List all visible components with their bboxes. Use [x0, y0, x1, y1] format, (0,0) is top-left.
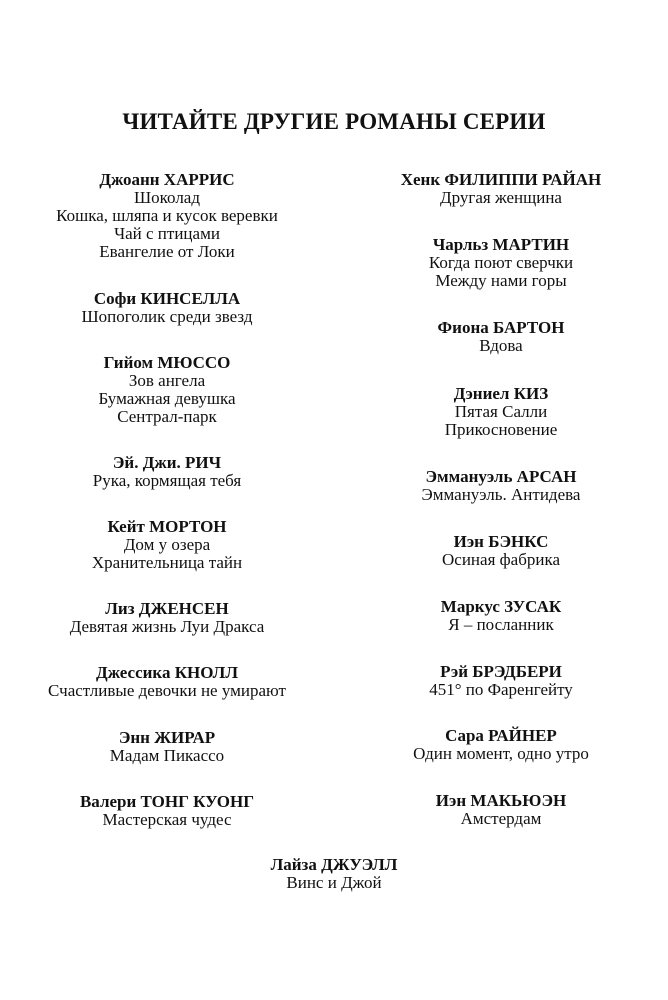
- book-title: Вдова: [479, 336, 523, 355]
- author-name: Рэй БРЭДБЕРИ: [440, 662, 562, 681]
- book-title: Осиная фабрика: [442, 550, 560, 569]
- book-entry: [334, 792, 668, 828]
- author-name: Джоанн ХАРРИС: [99, 170, 235, 189]
- author-name: Иэн БЭНКС: [453, 532, 549, 551]
- book-title: Один момент, одно утро: [413, 744, 589, 763]
- book-entry: [0, 856, 668, 892]
- author-name: Эммануэль АРСАН: [425, 467, 577, 486]
- author-name: Валери ТОНГ КУОНГ: [79, 792, 255, 811]
- author-name: Кейт МОРТОН: [107, 517, 227, 536]
- author-name: Фиона БАРТОН: [437, 318, 565, 337]
- book-entry: [334, 385, 668, 439]
- book-title: Когда поют сверчки: [428, 253, 574, 272]
- book-entry: [0, 518, 334, 572]
- book-title: Бумажная девушка: [98, 389, 236, 408]
- book-title: Счастливые девочки не умирают: [48, 681, 286, 700]
- author-name: Софи КИНСЕЛЛА: [93, 289, 241, 308]
- author-name: Иэн МАКЬЮЭН: [435, 791, 567, 810]
- book-title: Между нами горы: [435, 271, 567, 290]
- book-entry: [0, 454, 334, 490]
- author-name: Эй. Джи. РИЧ: [112, 453, 222, 472]
- book-title: Сентрал-парк: [117, 407, 217, 426]
- book-title: Девятая жизнь Луи Дракса: [69, 617, 265, 636]
- author-name: Энн ЖИРАР: [118, 728, 216, 747]
- book-entry: [334, 663, 668, 699]
- page-title: ЧИТАЙТЕ ДРУГИЕ РОМАНЫ СЕРИИ: [122, 109, 546, 134]
- book-entry: [334, 171, 668, 207]
- author-name: Гийом МЮССО: [103, 353, 231, 372]
- book-title: Амстердам: [460, 809, 542, 828]
- book-title: Мастерская чудес: [102, 810, 232, 829]
- author-name: Сара РАЙНЕР: [445, 726, 557, 745]
- book-title: 451° по Фаренгейту: [429, 680, 573, 699]
- book-entry: [0, 664, 334, 700]
- book-entry: [0, 793, 334, 829]
- book-title: Евангелие от Локи: [99, 242, 235, 261]
- book-title: Прикосновение: [444, 420, 558, 439]
- author-name: Джессика КНОЛЛ: [96, 663, 238, 682]
- book-title: Шоколад: [134, 188, 200, 207]
- book-entry: [334, 533, 668, 569]
- author-name: Лайза ДЖУЭЛЛ: [270, 855, 398, 874]
- book-entry: [0, 600, 334, 636]
- book-title: Винс и Джой: [286, 873, 382, 892]
- author-name: Дэниел КИЗ: [453, 384, 549, 403]
- book-entry: [0, 729, 334, 765]
- book-title: Другая женщина: [440, 188, 562, 207]
- author-name: Маркус ЗУСАК: [440, 597, 562, 616]
- book-entry: [334, 319, 668, 355]
- book-title: Мадам Пикассо: [109, 746, 225, 765]
- book-title: Шопоголик среди звезд: [81, 307, 253, 326]
- author-name: Чарльз МАРТИН: [432, 235, 570, 254]
- book-entry: [334, 727, 668, 763]
- book-title: Чай с птицами: [114, 224, 220, 243]
- book-entry: [334, 468, 668, 504]
- author-name: Хенк ФИЛИППИ РАЙАН: [400, 170, 602, 189]
- author-name: Лиз ДЖЕНСЕН: [105, 599, 229, 618]
- book-title: Рука, кормящая тебя: [92, 471, 242, 490]
- book-entry: [0, 171, 334, 261]
- book-title: Я – посланник: [448, 615, 554, 634]
- book-entry: [0, 290, 334, 326]
- book-title: Зов ангела: [128, 371, 206, 390]
- book-title: Пятая Салли: [454, 402, 548, 421]
- book-entry: [334, 236, 668, 290]
- book-entry: [0, 354, 334, 426]
- book-title: Кошка, шляпа и кусок веревки: [56, 206, 278, 225]
- book-title: Дом у озера: [123, 535, 211, 554]
- book-title: Эммануэль. Антидева: [421, 485, 581, 504]
- book-entry: [334, 598, 668, 634]
- book-title: Хранительница тайн: [91, 553, 243, 572]
